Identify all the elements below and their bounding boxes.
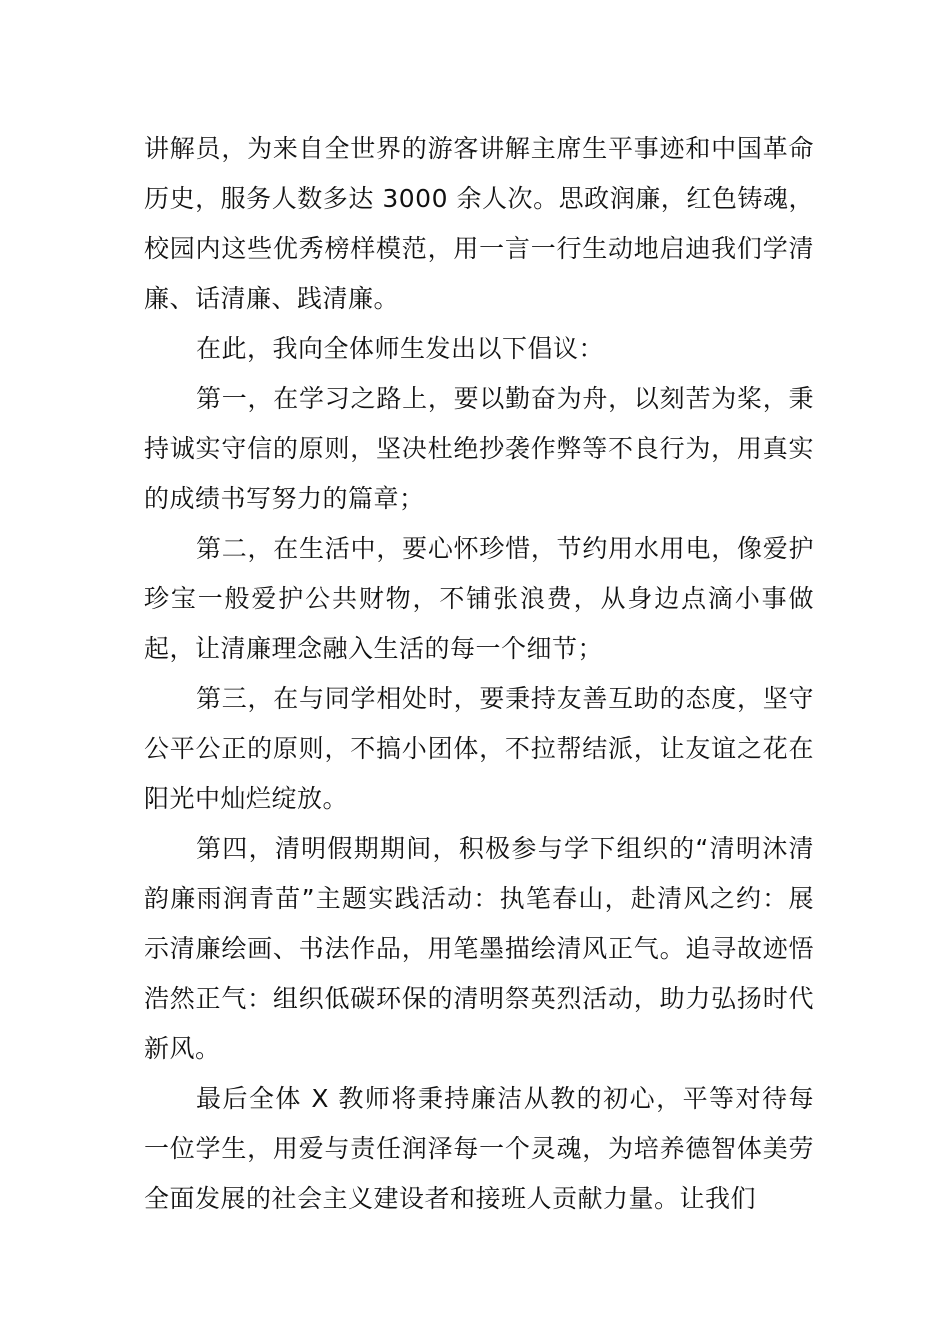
paragraph-7: 最后全体 X 教师将秉持廉洁从教的初心，平等对待每一位学生，用爱与责任润泽每一个灵魂，为培养德智体美劳全面发展的社会主义建设者和接班人贡献力量。让我们 <box>144 1084 814 1213</box>
document-body <box>144 124 814 1224</box>
paragraph-5: 第三，在与同学相处时，要秉持友善互助的态度，坚守公平公正的原则，不搞小团体，不拉帮结派，让友谊之花在阳光中灿烂绽放。 <box>144 684 814 813</box>
paragraph-6: 第四，清明假期期间，积极参与学下组织的“清明沐清韵廉雨润青苗”主题实践活动：执笔春山，赴清风之约：展示清廉绘画、书法作品，用笔墨描绘清风正气。追寻故迹悟浩然正气：组织低碳环保的清明祭英烈活动，助力弘扬时代新风。 <box>144 834 814 1063</box>
paragraph-2: 在此，我向全体师生发出以下倡议： <box>196 334 605 363</box>
paragraph-4: 第二，在生活中，要心怀珍惜，节约用水用电，像爱护珍宝一般爱护公共财物，不铺张浪费，从身边点滴小事做起，让清廉理念融入生活的每一个细节； <box>144 534 814 663</box>
paragraph-3: 第一，在学习之路上，要以勤奋为舟，以刻苦为桨，秉持诚实守信的原则，坚决杜绝抄袭作弊等不良行为，用真实的成绩书写努力的篇章； <box>144 384 814 513</box>
paragraph-1: 讲解员，为来自全世界的游客讲解主席生平事迹和中国革命历史，服务人数多达 3000 余人次。思政润廉，红色铸魂，校园内这些优秀榜样模范，用一言一行生动地启迪我们学清廉、话清廉、践清廉。 <box>144 134 814 313</box>
